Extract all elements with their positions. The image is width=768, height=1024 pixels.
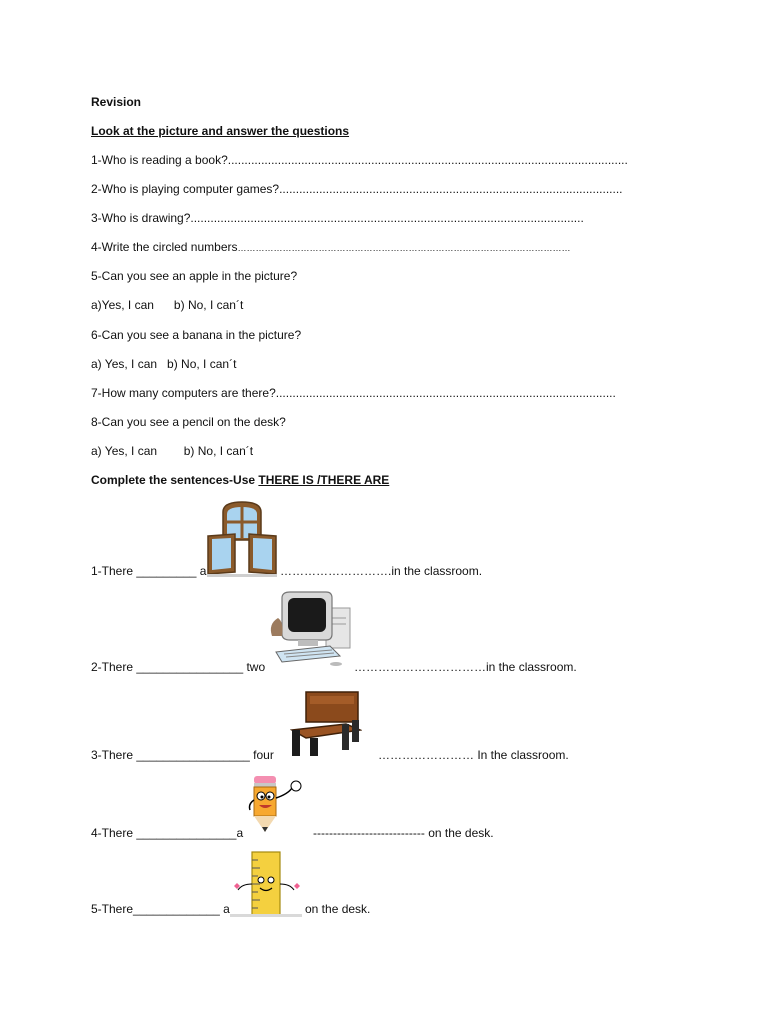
question-1: 1-Who is reading a book?........................................................................................................................ bbox=[91, 153, 628, 167]
sentence-5-start: 5-There_____________ a bbox=[91, 902, 230, 916]
question-5: 5-Can you see an apple in the picture? bbox=[91, 269, 298, 283]
answer-options-6: a) Yes, I can b) No, I can´t bbox=[91, 357, 237, 371]
sentence-1-start: 1-There _________ a bbox=[91, 564, 207, 578]
sentence-2-end: ……………………………in the classroom. bbox=[354, 660, 577, 674]
sentence-4-end: ---------------------------- on the desk. bbox=[313, 826, 494, 840]
sentence-3-start: 3-There _________________ four bbox=[91, 748, 274, 762]
question-3: 3-Who is drawing?...................................................................................................................... bbox=[91, 211, 584, 225]
sentence-1-end: ……………………….in the classroom. bbox=[280, 564, 483, 578]
sentence-5-end: on the desk. bbox=[305, 902, 371, 916]
answer-options-8: a) Yes, I can b) No, I can´t bbox=[91, 444, 254, 458]
question-4: 4-Write the circled numbers………………………………………………………………………………………………… bbox=[91, 240, 571, 254]
question-6: 6-Can you see a banana in the picture? bbox=[91, 328, 302, 342]
page-title: Revision bbox=[91, 95, 142, 109]
question-2: 2-Who is playing computer games?....................................................................................................... bbox=[91, 182, 623, 196]
sentence-4-start: 4-There _______________a bbox=[91, 826, 244, 840]
question-7: 7-How many computers are there?...................................................................................................... bbox=[91, 386, 616, 400]
sentence-2-start: 2-There ________________ two bbox=[91, 660, 266, 674]
window-icon bbox=[205, 500, 279, 578]
question-8: 8-Can you see a pencil on the desk? bbox=[91, 415, 286, 429]
pencil-icon bbox=[248, 774, 312, 836]
sentence-3-end: …………………… In the classroom. bbox=[378, 748, 569, 762]
answer-options-5: a)Yes, I can b) No, I can´t bbox=[91, 298, 244, 312]
ruler-icon bbox=[228, 850, 304, 920]
instruction: Look at the picture and answer the questions bbox=[91, 124, 350, 138]
computer-icon bbox=[268, 590, 354, 666]
chair-icon bbox=[290, 690, 362, 758]
section-heading: Complete the sentences-Use THERE IS /THERE ARE bbox=[91, 473, 390, 487]
